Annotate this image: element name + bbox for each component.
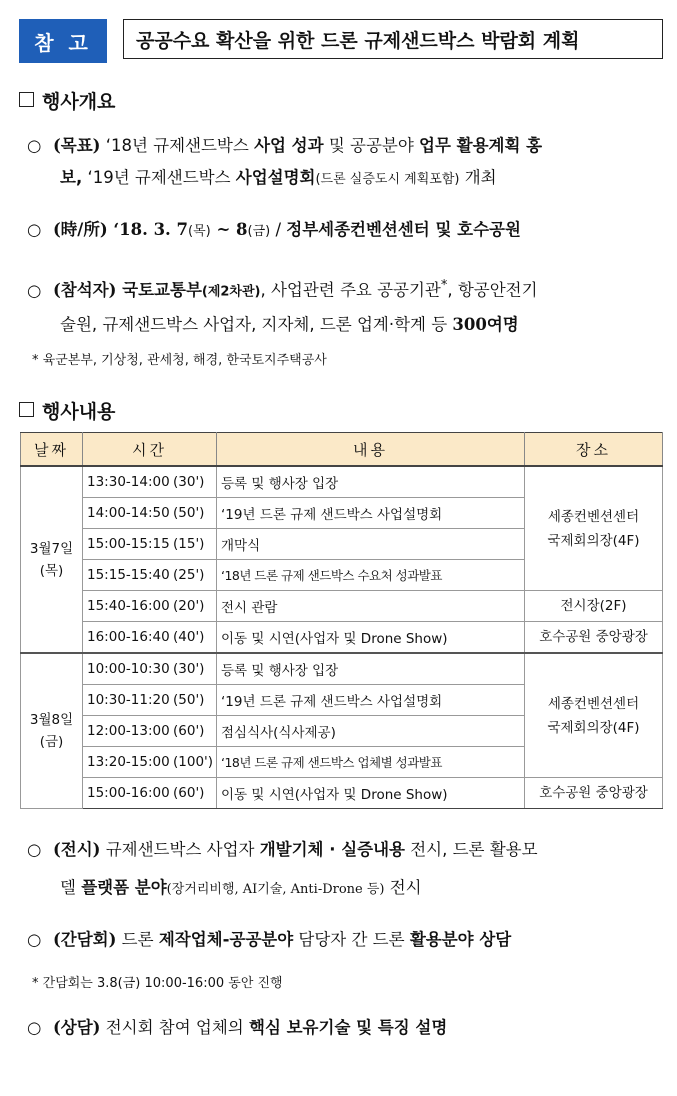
table-row: 13:20-15:00 (100') ‘18년 드론 규제 샌드박스 업체별 성과발표 [21, 747, 663, 778]
table-row: 14:00-14:50 (50') ‘19년 드론 규제 샌드박스 사업설명회 [21, 498, 663, 529]
bullet-consult: ○ (상담) 전시회 참여 업체의 핵심 보유기술 및 특징 설명 [27, 1012, 661, 1044]
attendee-footnote: * 육군본부, 기상청, 관세청, 해경, 한국토지주택공사 [32, 353, 327, 368]
section-heading-content: 행사내용 [19, 397, 115, 424]
table-row: 15:40-16:00 (20') 전시 관람 전시장(2F) [21, 591, 663, 622]
document-title: 공공수요 확산을 위한 드론 규제샌드박스 박람회 계획 [123, 19, 663, 59]
col-header-content: 내용 [217, 433, 525, 467]
bullet-exhibit: ○ (전시) 규제샌드박스 사업자 개발기체 · 실증내용 전시, 드론 활용모 델 플랫폼 분야(장거리비행, AI기술, Anti-Drone 등) 전시 [27, 834, 661, 906]
circle-bullet-icon: ○ [27, 840, 42, 859]
table-row: 15:15-15:40 (25') ‘18년 드론 규제 샌드박스 수요처 성과발표 [21, 560, 663, 591]
bullet-attendees: ○ (참석자) 국토교통부(제2차관), 사업관련 주요 공공기관*, 항공안전기 술원, 규제샌드박스 사업자, 지자체, 드론 업계·학계 등 300여명 [27, 270, 661, 341]
schedule-table [20, 432, 663, 809]
col-header-time: 시간 [83, 433, 217, 467]
checkbox-square-icon [19, 402, 34, 417]
table-row: 16:00-16:40 (40') 이동 및 시연(사업자 및 Drone Show) 호수공원 중앙광장 [21, 622, 663, 654]
meeting-footnote: * 간담회는 3.8(금) 10:00-16:00 동안 진행 [32, 976, 283, 991]
circle-bullet-icon: ○ [27, 1018, 42, 1037]
section-heading-overview: 행사개요 [19, 87, 115, 114]
circle-bullet-icon: ○ [27, 220, 42, 239]
date-cell-day1: 3월7일 (목) [21, 466, 83, 653]
col-header-place: 장소 [525, 433, 663, 467]
table-row: 3월7일 (목) 13:30-14:00 (30') 등록 및 행사장 입장 세종컨벤션센터 국제회의장(4F) [21, 466, 663, 498]
place-cell: 호수공원 중앙광장 [525, 622, 663, 654]
date-cell-day2: 3월8일 (금) [21, 653, 83, 809]
place-cell: 호수공원 중앙광장 [525, 778, 663, 809]
circle-bullet-icon: ○ [27, 136, 42, 155]
table-row: 3월8일 (금) 10:00-10:30 (30') 등록 및 행사장 입장 세종컨벤션센터 국제회의장(4F) [21, 653, 663, 685]
bullet-goal: ○ (목표) ‘18년 규제샌드박스 사업 성과 및 공공분야 업무 활용계획 홍 보, ‘19년 규제샌드박스 사업설명회(드론 실증도시 계획포함) 개최 [27, 130, 661, 196]
bullet-time-place: ○ (時/所) ‘18. 3. 7(목) ~ 8(금) / 정부세종컨벤션센터 및 호수공원 [27, 214, 661, 248]
circle-bullet-icon: ○ [27, 930, 42, 949]
place-cell: 세종컨벤션센터 국제회의장(4F) [525, 466, 663, 591]
checkbox-square-icon [19, 92, 34, 107]
table-row: 15:00-16:00 (60') 이동 및 시연(사업자 및 Drone Show) 호수공원 중앙광장 [21, 778, 663, 809]
circle-bullet-icon: ○ [27, 280, 42, 300]
table-row: 15:00-15:15 (15') 개막식 [21, 529, 663, 560]
place-cell: 전시장(2F) [525, 591, 663, 622]
place-cell: 세종컨벤션센터 국제회의장(4F) [525, 653, 663, 778]
reference-badge: 참 고 [19, 19, 107, 63]
bullet-meeting: ○ (간담회) 드론 제작업체-공공분야 담당자 간 드론 활용분야 상담 [27, 924, 661, 956]
table-row: 12:00-13:00 (60') 점심식사(식사제공) [21, 716, 663, 747]
table-row: 10:30-11:20 (50') ‘19년 드론 규제 샌드박스 사업설명회 [21, 685, 663, 716]
table-header-row [21, 433, 663, 467]
col-header-date: 날짜 [21, 433, 83, 467]
